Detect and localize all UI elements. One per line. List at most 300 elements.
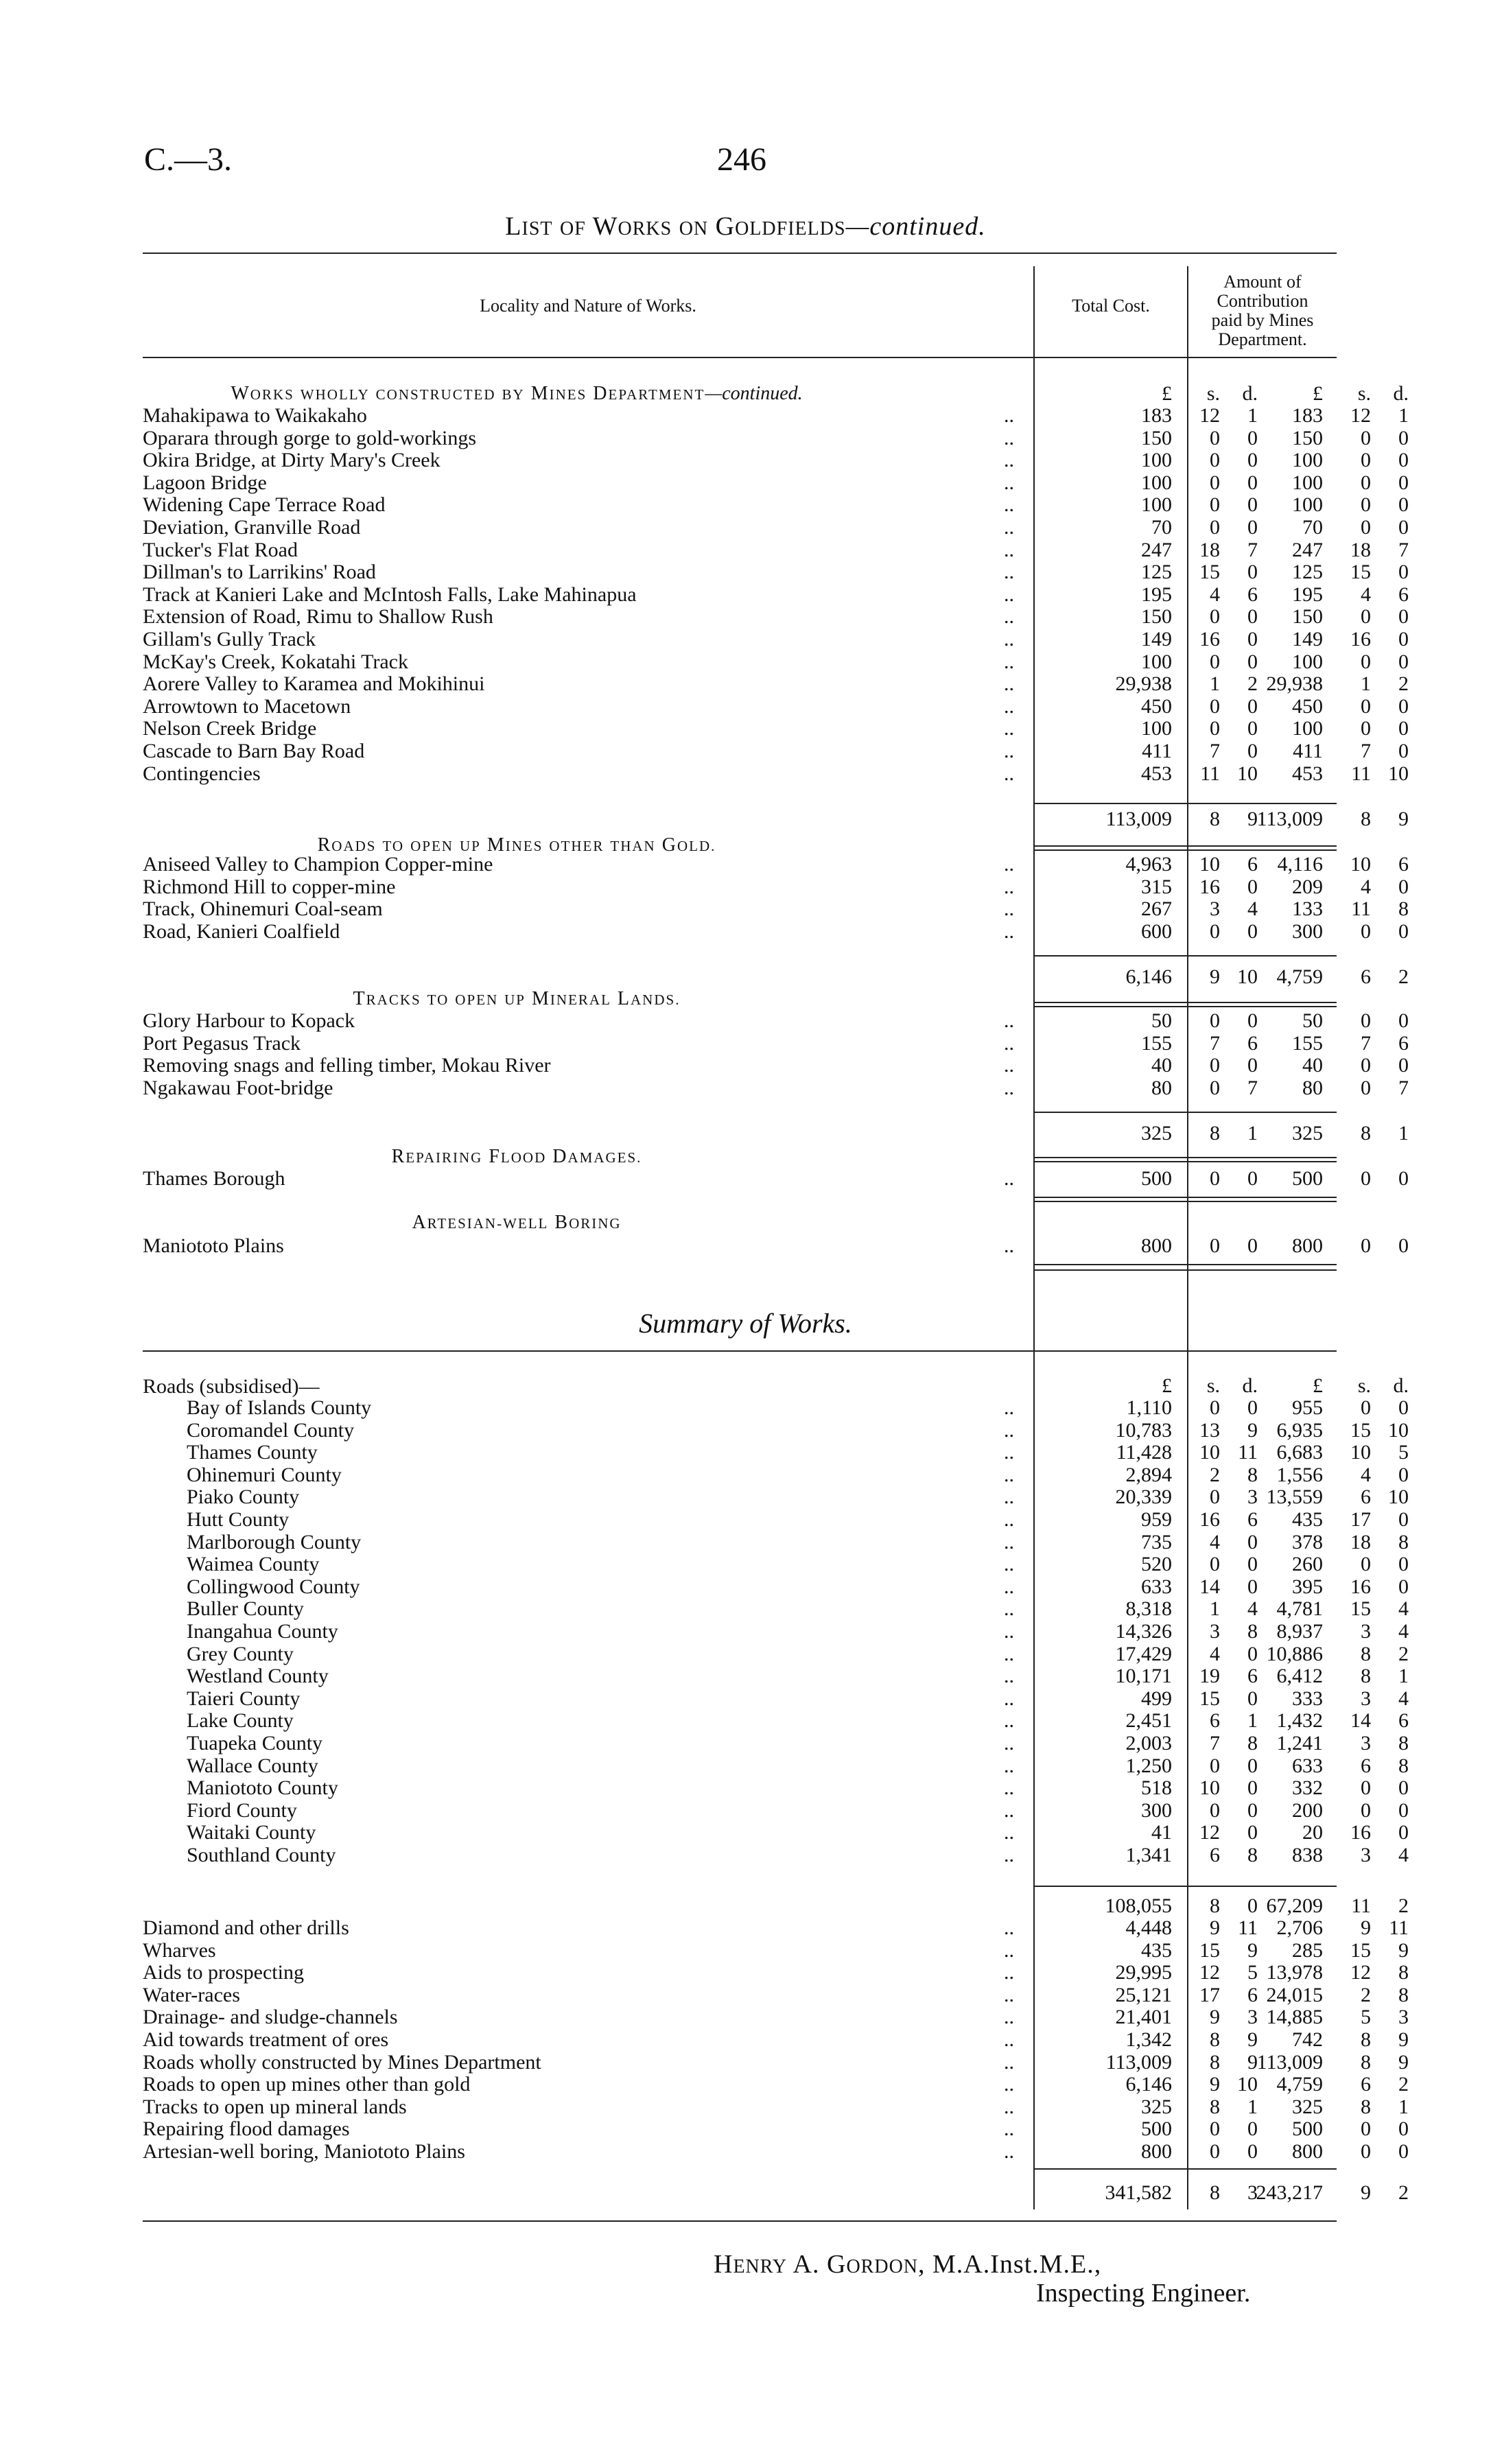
shillings: 2 — [1210, 1463, 1220, 1486]
pounds: £ — [1162, 1374, 1172, 1397]
shillings: 12 — [1350, 1961, 1371, 1984]
pounds: 20 — [1302, 1821, 1323, 1844]
row-label: Roads wholly constructed by Mines Department — [143, 2050, 541, 2074]
row-label: Piako County — [187, 1486, 300, 1509]
pounds: 247 — [1292, 538, 1323, 561]
shillings: 4 — [1210, 1530, 1220, 1553]
pounds: 50 — [1302, 1009, 1323, 1032]
row-label: Road, Kanieri Coalfield — [143, 919, 340, 943]
pounds: 40 — [1302, 1054, 1323, 1077]
pence: 6 — [1247, 1665, 1258, 1688]
shillings: 8 — [1210, 1894, 1220, 1917]
row-label: Marlborough County — [187, 1530, 362, 1553]
pounds: 600 — [1141, 919, 1172, 943]
contribution-cell — [1189, 1033, 1416, 1055]
pounds: 959 — [1141, 1508, 1172, 1531]
pence: 8 — [1398, 1983, 1409, 2006]
pence: 0 — [1247, 1530, 1258, 1553]
subtotal-double-rule — [1035, 1002, 1337, 1003]
pounds: £ — [1313, 1374, 1323, 1397]
contribution-cell — [1189, 1576, 1416, 1598]
shillings: 8 — [1361, 1665, 1371, 1688]
shillings: 12 — [1350, 404, 1371, 427]
pence: 10 — [1237, 965, 1258, 988]
pounds: 453 — [1141, 762, 1172, 785]
summary-row — [143, 2117, 1409, 2141]
shillings: 9 — [1210, 965, 1220, 988]
leader-dots: .. — [1004, 404, 1014, 427]
row-label: Lagoon Bridge — [143, 471, 267, 494]
shillings: 0 — [1361, 650, 1371, 673]
table-row — [143, 717, 1409, 740]
row-label: Bay of Islands County — [187, 1396, 372, 1419]
row-label: Dillman's to Larrikins' Road — [143, 561, 376, 584]
pounds: 2,003 — [1125, 1732, 1172, 1755]
county-row — [143, 1776, 1409, 1800]
pounds: 1,110 — [1126, 1396, 1172, 1419]
leader-dots: .. — [1004, 1054, 1014, 1077]
pounds: 10,783 — [1115, 1418, 1172, 1442]
row-label: Removing snags and felling timber, Mokau River — [143, 1054, 551, 1077]
leader-dots: .. — [1004, 1754, 1014, 1777]
row-label: Oparara through gorge to gold-workings — [143, 426, 477, 449]
pounds: 1,250 — [1125, 1754, 1172, 1777]
pounds: 29,938 — [1266, 672, 1323, 696]
table-row — [143, 672, 1409, 696]
pence: 6 — [1247, 583, 1258, 606]
pounds: 4,963 — [1125, 853, 1172, 876]
leader-dots: .. — [1004, 1234, 1014, 1257]
county-row — [143, 1687, 1409, 1710]
pounds: 150 — [1141, 605, 1172, 629]
pounds: 395 — [1292, 1575, 1323, 1598]
contribution-cell — [1189, 1598, 1416, 1620]
pence: 2 — [1398, 1894, 1409, 1917]
row-label: Okira Bridge, at Dirty Mary's Creek — [143, 449, 441, 472]
leader-dots: .. — [1004, 1441, 1014, 1464]
row-label: Glory Harbour to Kopack — [143, 1009, 355, 1032]
leader-dots: .. — [1004, 897, 1014, 921]
shillings: 0 — [1210, 919, 1220, 943]
pounds: 100 — [1141, 717, 1172, 740]
pence: 0 — [1398, 1054, 1409, 1077]
contribution-cell — [1189, 1397, 1416, 1419]
pounds: 1,241 — [1276, 1732, 1323, 1755]
table-row — [143, 1167, 1409, 1190]
pounds: 14,885 — [1266, 2006, 1323, 2029]
contribution-cell — [1189, 696, 1416, 718]
leader-dots: .. — [1004, 1844, 1014, 1866]
contribution-cell — [1189, 449, 1416, 471]
shillings: 6 — [1210, 1844, 1220, 1866]
shillings: 4 — [1361, 583, 1371, 606]
shillings: 0 — [1210, 1486, 1220, 1509]
pounds: £ — [1313, 382, 1323, 405]
contribution-cell — [1189, 584, 1416, 606]
leader-dots: .. — [1004, 1665, 1014, 1688]
table-row — [143, 449, 1409, 472]
pence: 0 — [1398, 449, 1409, 472]
signature-role: Inspecting Engineer. — [1036, 2279, 1251, 2308]
leader-dots: .. — [1004, 1732, 1014, 1755]
subtotal-double-rule — [1035, 1264, 1337, 1265]
shillings: 0 — [1210, 1553, 1220, 1576]
pence: 9 — [1398, 1938, 1409, 1962]
pounds: 800 — [1292, 2140, 1323, 2163]
summary-row — [143, 1916, 1409, 1939]
pounds: 300 — [1292, 919, 1323, 943]
contribution-cell — [1189, 898, 1416, 920]
pence: 0 — [1398, 1553, 1409, 1576]
leader-dots: .. — [1004, 1821, 1014, 1844]
leader-dots: .. — [1004, 449, 1014, 472]
contribution-cell — [1189, 1822, 1416, 1844]
section-heading: ROADS TO OPEN UP MINES OTHER THAN GOLD. — [317, 834, 716, 856]
pence: 11 — [1389, 1916, 1409, 1939]
shillings: 11 — [1351, 1894, 1371, 1917]
pence: 1 — [1247, 2095, 1258, 2118]
pounds: 633 — [1292, 1754, 1323, 1777]
shillings: 0 — [1361, 1009, 1371, 1032]
shillings: 15 — [1350, 1938, 1371, 1962]
shillings: 8 — [1210, 2028, 1220, 2051]
pence: 10 — [1237, 2073, 1258, 2096]
grand-total-row — [143, 2181, 1409, 2204]
pence: 0 — [1247, 919, 1258, 943]
contribution-cell — [1189, 2096, 1416, 2118]
row-label: Grey County — [187, 1642, 294, 1665]
pounds: 113,009 — [1105, 2050, 1172, 2074]
contribution-cell — [1189, 673, 1416, 695]
shillings: 0 — [1210, 493, 1220, 517]
pence: d. — [1242, 382, 1258, 405]
shillings: 15 — [1199, 561, 1220, 584]
pounds: 6,935 — [1276, 1418, 1323, 1442]
pounds: 742 — [1292, 2028, 1323, 2051]
shillings: 0 — [1361, 1076, 1371, 1099]
contribution-cell — [1189, 2074, 1416, 2096]
leader-dots: .. — [1004, 2117, 1014, 2141]
pence: 0 — [1247, 1798, 1258, 1822]
pounds: 100 — [1141, 449, 1172, 472]
row-label: Aid towards treatment of ores — [143, 2028, 389, 2051]
leader-dots: .. — [1004, 583, 1014, 606]
leader-dots: .. — [1004, 2140, 1014, 2163]
pounds: 20,339 — [1115, 1486, 1172, 1509]
summary-title: Summary of Works. — [639, 1308, 852, 1339]
pence: 8 — [1247, 1732, 1258, 1755]
pounds: 125 — [1141, 561, 1172, 584]
pence: 8 — [1398, 1530, 1409, 1553]
pence: 0 — [1398, 694, 1409, 718]
leader-dots: .. — [1004, 2050, 1014, 2074]
pence: 9 — [1398, 2050, 1409, 2074]
leader-dots: .. — [1004, 875, 1014, 898]
pounds: 25,121 — [1115, 1983, 1172, 2006]
table-header-rule — [143, 357, 1337, 358]
row-label: Track, Ohinemuri Coal-seam — [143, 897, 383, 921]
shillings: 17 — [1350, 1508, 1371, 1531]
pounds: 378 — [1292, 1530, 1323, 1553]
pence: 10 — [1388, 1486, 1409, 1509]
leader-dots: .. — [1004, 919, 1014, 943]
shillings: 10 — [1199, 853, 1220, 876]
page-number: 246 — [717, 141, 766, 178]
shillings: 7 — [1361, 1031, 1371, 1055]
pence: 0 — [1398, 1821, 1409, 1844]
table-row — [143, 897, 1409, 921]
pounds: 40 — [1151, 1054, 1172, 1077]
pounds: 209 — [1292, 875, 1323, 898]
pence: 7 — [1398, 1076, 1409, 1099]
leader-dots: .. — [1004, 628, 1014, 650]
table-row — [143, 740, 1409, 762]
shillings: 15 — [1350, 1597, 1371, 1621]
pounds: 2,706 — [1276, 1916, 1323, 1939]
pence: 0 — [1398, 1463, 1409, 1486]
pence: 3 — [1247, 1486, 1258, 1509]
county-row — [143, 1665, 1409, 1688]
row-label: Thames Borough — [143, 1167, 285, 1190]
pounds: 24,015 — [1266, 1983, 1323, 2006]
pence: 3 — [1398, 2006, 1409, 2029]
pounds: 341,582 — [1105, 2181, 1172, 2204]
pence: 2 — [1398, 1642, 1409, 1665]
pence: 0 — [1398, 493, 1409, 517]
pence: 8 — [1398, 897, 1409, 921]
pence: 11 — [1238, 1916, 1258, 1939]
pounds: 108,055 — [1105, 1894, 1172, 1917]
pounds: 150 — [1141, 426, 1172, 449]
table-row — [143, 1009, 1409, 1032]
shillings: 0 — [1361, 449, 1371, 472]
pounds: 6,683 — [1276, 1441, 1323, 1464]
pence: 0 — [1398, 1776, 1409, 1800]
shillings: 0 — [1210, 2140, 1220, 2163]
contribution-cell — [1189, 1621, 1416, 1643]
shillings: 0 — [1210, 426, 1220, 449]
row-label: Taieri County — [187, 1687, 301, 1710]
subtotal-double-rule — [1035, 1006, 1337, 1007]
subtotal-rule — [1035, 1886, 1337, 1887]
row-label: Waitaki County — [187, 1821, 316, 1844]
contribution-cell — [1189, 1123, 1416, 1145]
pounds: 149 — [1292, 628, 1323, 650]
shillings: 4 — [1361, 1463, 1371, 1486]
leader-dots: .. — [1004, 1575, 1014, 1598]
pence: 2 — [1398, 965, 1409, 988]
counties-subtotal-row — [143, 1894, 1409, 1917]
pence: 6 — [1247, 1031, 1258, 1055]
contribution-cell — [1189, 921, 1416, 943]
pounds: 100 — [1292, 449, 1323, 472]
pence: 4 — [1398, 1597, 1409, 1621]
leader-dots: .. — [1004, 2095, 1014, 2118]
pence: 0 — [1398, 1167, 1409, 1190]
pounds: 6,146 — [1125, 965, 1172, 988]
table-row — [143, 538, 1409, 561]
pence: 10 — [1388, 1418, 1409, 1442]
leader-dots: .. — [1004, 672, 1014, 696]
shillings: 11 — [1351, 762, 1371, 785]
shillings: 15 — [1199, 1938, 1220, 1962]
shillings: 1 — [1210, 672, 1220, 696]
pounds: 100 — [1141, 493, 1172, 517]
county-row — [143, 1754, 1409, 1777]
county-row — [143, 1530, 1409, 1553]
pence: 0 — [1247, 1754, 1258, 1777]
contribution-cell — [1189, 1962, 1416, 1984]
pence: 0 — [1247, 1167, 1258, 1190]
shillings: 11 — [1351, 897, 1371, 921]
pounds: 113,009 — [1256, 808, 1323, 830]
subtotal-double-rule — [1035, 1201, 1337, 1202]
leader-dots: .. — [1004, 2073, 1014, 2096]
pence: 1 — [1398, 1122, 1409, 1145]
row-label: Drainage- and sludge-channels — [143, 2006, 398, 2029]
shillings: 4 — [1210, 1642, 1220, 1665]
shillings: 3 — [1361, 1687, 1371, 1710]
pounds: 125 — [1292, 561, 1323, 584]
pounds: 435 — [1141, 1938, 1172, 1962]
contribution-cell — [1189, 606, 1416, 628]
pence: 0 — [1247, 2117, 1258, 2141]
contribution-cell — [1189, 1917, 1416, 1939]
pounds: 243,217 — [1256, 2181, 1323, 2204]
pounds: 300 — [1141, 1798, 1172, 1822]
pence: 0 — [1398, 471, 1409, 494]
shillings: 7 — [1361, 740, 1371, 762]
leader-dots: .. — [1004, 1938, 1014, 1962]
county-row — [143, 1732, 1409, 1755]
pence: 8 — [1398, 1732, 1409, 1755]
pounds: 800 — [1141, 1234, 1172, 1257]
county-row — [143, 1709, 1409, 1733]
pounds: 633 — [1141, 1575, 1172, 1598]
shillings: 8 — [1361, 2028, 1371, 2051]
pence: 8 — [1398, 1754, 1409, 1777]
pence: d. — [1242, 1374, 1258, 1397]
contribution-cell — [1189, 966, 1416, 988]
shillings: 9 — [1361, 2181, 1371, 2204]
pounds: 100 — [1141, 650, 1172, 673]
row-label: Extension of Road, Rimu to Shallow Rush — [143, 605, 493, 629]
pounds: 325 — [1141, 2095, 1172, 2118]
contrib-header-line: Department. — [1218, 329, 1307, 349]
pounds: 67,209 — [1266, 1894, 1323, 1917]
row-label: Maniototo Plains — [143, 1234, 284, 1257]
pounds: 155 — [1141, 1031, 1172, 1055]
pence: 9 — [1247, 2050, 1258, 2074]
subtotal-double-rule — [1035, 845, 1337, 847]
pounds: 29,938 — [1115, 672, 1172, 696]
pounds: 100 — [1292, 471, 1323, 494]
contribution-cell — [1189, 1486, 1416, 1508]
leader-dots: .. — [1004, 1687, 1014, 1710]
pence: 0 — [1247, 561, 1258, 584]
pence: 4 — [1247, 897, 1258, 921]
county-row — [143, 1821, 1409, 1844]
pounds: 21,401 — [1115, 2006, 1172, 2029]
pounds: 325 — [1292, 2095, 1323, 2118]
shillings: 0 — [1210, 650, 1220, 673]
contribution-cell — [1189, 1553, 1416, 1575]
row-label: Fiord County — [187, 1798, 297, 1822]
pounds: 800 — [1292, 1234, 1323, 1257]
pounds: 2,451 — [1125, 1709, 1172, 1733]
leader-dots: .. — [1004, 426, 1014, 449]
pence: 1 — [1398, 404, 1409, 427]
contribution-cell — [1189, 1665, 1416, 1687]
pounds: 150 — [1292, 426, 1323, 449]
row-label: Maniototo County — [187, 1776, 338, 1800]
county-row — [143, 1575, 1409, 1598]
row-label: McKay's Creek, Kokatahi Track — [143, 650, 408, 673]
county-row — [143, 1508, 1409, 1531]
row-label: Tucker's Flat Road — [143, 538, 298, 561]
pence: 0 — [1398, 717, 1409, 740]
county-row — [143, 1418, 1409, 1442]
row-label: Widening Cape Terrace Road — [143, 493, 386, 517]
shillings: 9 — [1361, 1916, 1371, 1939]
shillings: 8 — [1361, 808, 1371, 830]
leader-dots: .. — [1004, 1916, 1014, 1939]
pence: 0 — [1398, 426, 1409, 449]
contribution-cell — [1189, 1755, 1416, 1777]
county-row — [143, 1844, 1409, 1866]
table-row — [143, 1054, 1409, 1077]
summary-row — [143, 2140, 1409, 2163]
shillings: 8 — [1361, 2095, 1371, 2118]
shillings: 0 — [1210, 1167, 1220, 1190]
pence: 0 — [1398, 1575, 1409, 1598]
contribution-cell — [1189, 1464, 1416, 1486]
heading-suffix: —continued. — [705, 383, 803, 404]
pounds: 520 — [1141, 1553, 1172, 1576]
county-row — [143, 1553, 1409, 1576]
pounds: 499 — [1141, 1687, 1172, 1710]
pounds: 267 — [1141, 897, 1172, 921]
shillings: 7 — [1210, 1732, 1220, 1755]
pence: 3 — [1247, 2006, 1258, 2029]
leader-dots: .. — [1004, 1620, 1014, 1643]
county-row — [143, 1441, 1409, 1464]
pounds: 149 — [1141, 628, 1172, 650]
pounds: 4,448 — [1125, 1916, 1172, 1939]
shillings: 2 — [1361, 1983, 1371, 2006]
shillings: 9 — [1210, 1916, 1220, 1939]
shillings: 17 — [1199, 1983, 1220, 2006]
pence: 0 — [1398, 561, 1409, 584]
leader-dots: .. — [1004, 1009, 1014, 1032]
pounds: 6,412 — [1276, 1665, 1323, 1688]
shillings: 0 — [1361, 1234, 1371, 1257]
contribution-cell — [1189, 427, 1416, 449]
shillings: 0 — [1210, 1234, 1220, 1257]
pounds: 10,886 — [1266, 1642, 1323, 1665]
contribution-cell — [1189, 1710, 1416, 1732]
pence: 6 — [1398, 1709, 1409, 1733]
shillings: 0 — [1210, 1754, 1220, 1777]
pounds: 41 — [1151, 1821, 1172, 1844]
leader-dots: .. — [1004, 1709, 1014, 1733]
pence: 0 — [1398, 650, 1409, 673]
shillings: 11 — [1200, 762, 1220, 785]
pounds: 200 — [1292, 1798, 1323, 1822]
page-title: LIST OF WORKS ON GOLDFIELDS—continued. — [505, 212, 986, 241]
pounds: 195 — [1292, 583, 1323, 606]
shillings: 3 — [1210, 897, 1220, 921]
